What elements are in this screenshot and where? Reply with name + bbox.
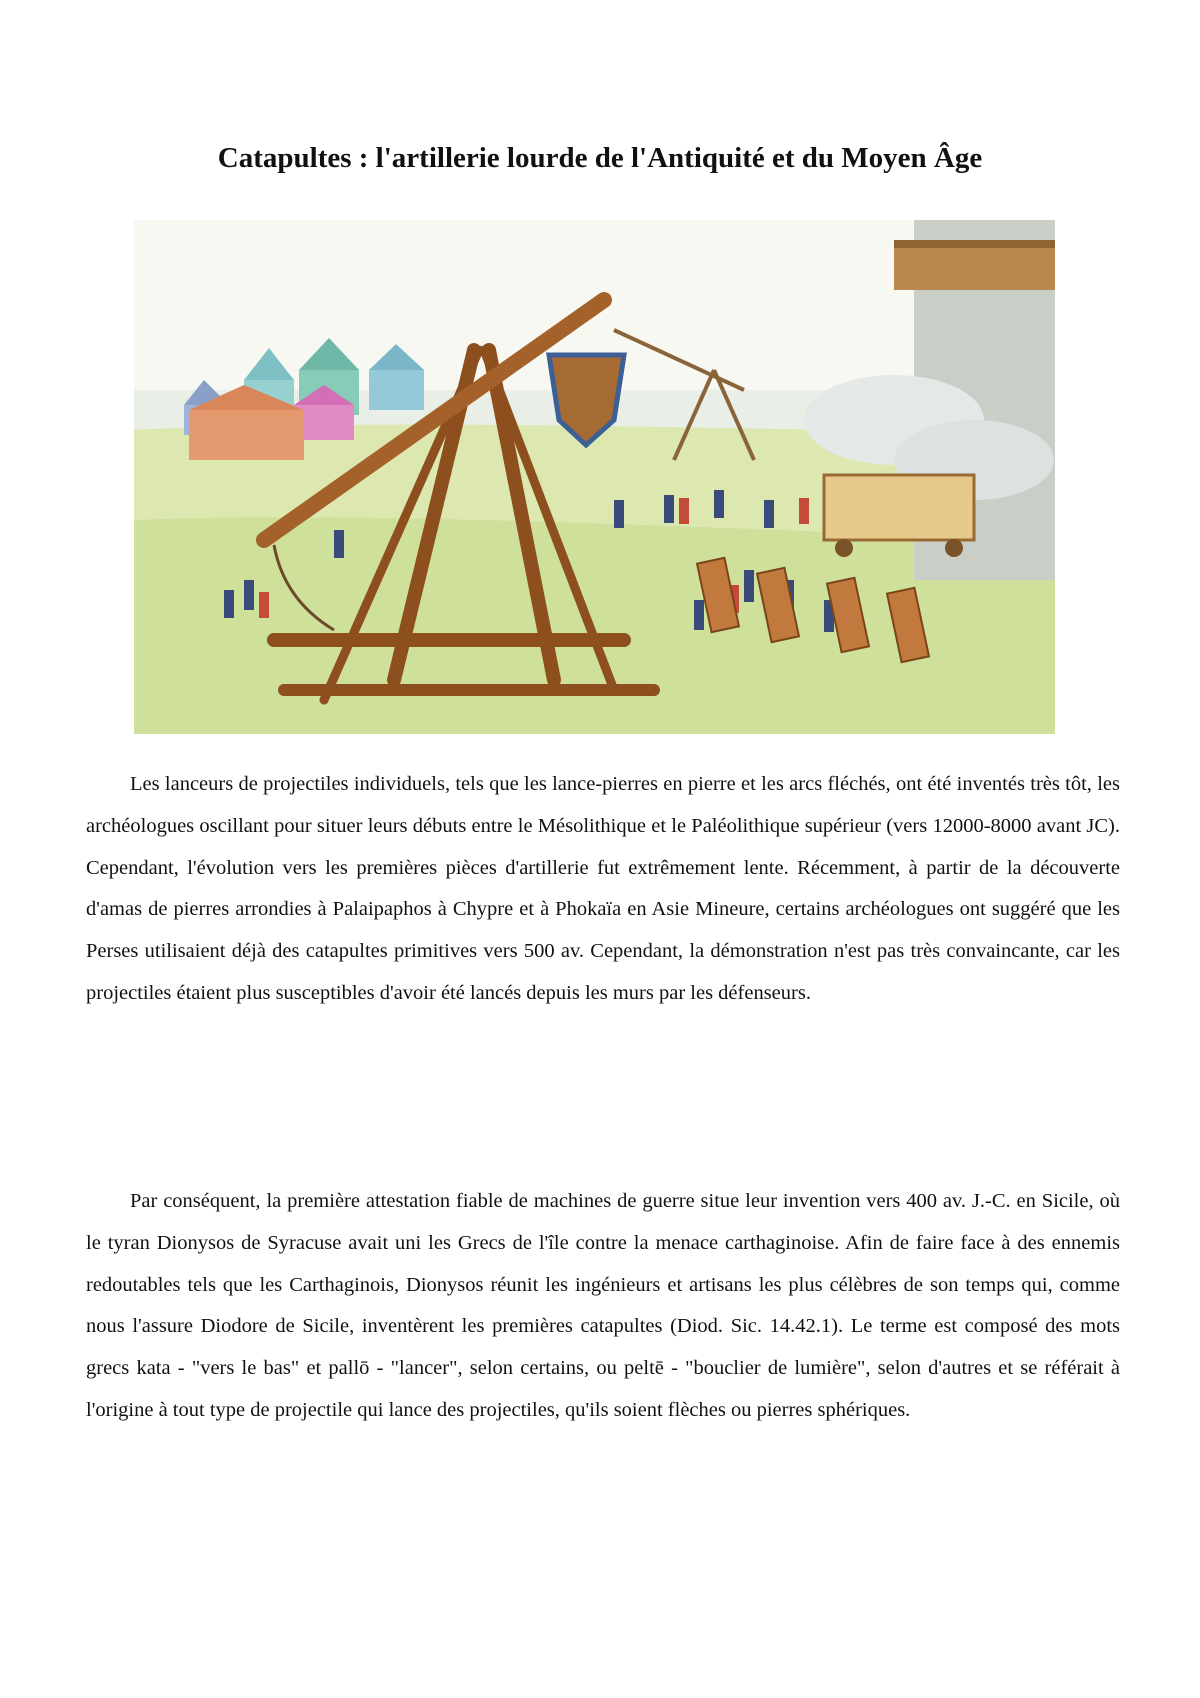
page-title: Catapultes : l'artillerie lourde de l'Antiquité et du Moyen Âge [217, 142, 983, 174]
paragraph-1: Les lanceurs de projectiles individuels, tels que les lance-pierres en pierre et les arcs fléchés, ont été inventés très tôt, les archéologues oscillant pour situer leurs débuts entre le Mésolithique et le Paléolithique supérieur (vers 12000-8000 avant JC). Cependant, l'évolution vers les premières pièces d'artillerie fut extrêmement lente. Récemment, à partir de la découverte d'amas de pierres arrondies à Palaipaphos à Chypre et à Phokaïa en Asie Mineure, certains archéologues ont suggéré que les Perses utilisaient déjà des catapultes primitives vers 500 av. Cependant, la démonstration n'est pas très convaincante, car les projectiles étaient plus susceptibles d'avoir été lancés depuis les murs par les défenseurs. [86, 773, 1120, 1004]
trebuchet-illustration-icon [134, 220, 1055, 734]
trebuchet-illustration [134, 220, 1055, 734]
paragraph-2: Par conséquent, la première attestation fiable de machines de guerre situe leur invention vers 400 av. J.-C. en Sicile, où le tyran Dionysos de Syracuse avait uni les Grecs de l'île contre la menace carthaginoise. Afin de faire face à des ennemis redoutables tels que les Carthaginois, Dionysos réunit les ingénieurs et artisans les plus célèbres de son temps qui, comme nous l'assure Diodore de Sicile, inventèrent les premières catapultes (Diod. Sic. 14.42.1). Le terme est composé des mots grecs kata - "vers le bas" et pallō - "lancer", selon certains, ou peltē - "bouclier de lumière", selon d'autres et se référait à l'origine à tout type de projectile qui lance des projectiles, qu'ils soient flèches ou pierres sphériques. [86, 1190, 1120, 1421]
